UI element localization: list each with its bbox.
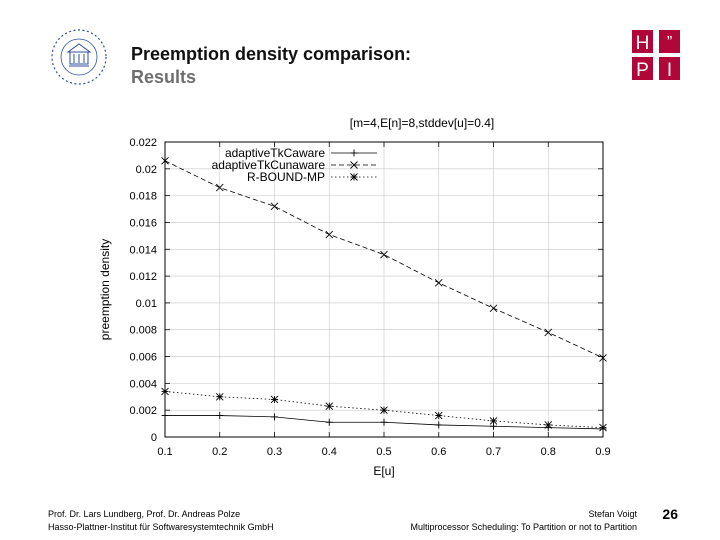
x-tick-label-3: 0.4 xyxy=(321,446,337,458)
preemption-density-chart xyxy=(90,110,630,490)
footer-presenter-line2: Multiprocessor Scheduling: To Partition or not to Partition xyxy=(410,522,637,532)
data-point-R-BOUND-MP-7 xyxy=(545,421,552,428)
y-tick-label-1: 0.002 xyxy=(129,405,157,418)
legend-label-adaptiveTkCaware: adaptiveTkCaware xyxy=(224,146,325,160)
university-logo xyxy=(48,26,110,88)
hpi-logo xyxy=(632,30,680,80)
y-tick-label-5: 0.01 xyxy=(135,297,157,310)
hpi-letter-i: I xyxy=(666,60,673,80)
y-tick-label-0: 0 xyxy=(150,432,157,444)
y-tick-label-9: 0.018 xyxy=(129,190,157,203)
x-tick-label-2: 0.3 xyxy=(266,446,283,458)
y-tick-label-8: 0.016 xyxy=(129,217,157,230)
footer-authors-line1: Prof. Dr. Lars Lundberg, Prof. Dr. Andreas Polze xyxy=(48,509,241,519)
x-tick-label-5: 0.6 xyxy=(431,446,447,458)
data-point-adaptiveTkCaware-2 xyxy=(271,413,278,420)
chart-title: [m=4,E[n]=8,stddev[u]=0.4] xyxy=(349,116,495,130)
x-tick-label-4: 0.5 xyxy=(376,446,392,458)
footer-authors xyxy=(48,508,274,534)
legend-label-adaptiveTkCunaware: adaptiveTkCunaware xyxy=(211,158,325,172)
legend-marker-R-BOUND-MP xyxy=(351,174,358,181)
data-point-adaptiveTkCaware-0 xyxy=(162,412,169,419)
data-point-R-BOUND-MP-4 xyxy=(381,407,388,414)
data-point-adaptiveTkCaware-4 xyxy=(381,419,388,426)
footer-authors-line2: Hasso-Plattner-Institut für Softwaresystemtechnik GmbH xyxy=(48,522,274,532)
y-tick-label-11: 0.022 xyxy=(129,137,157,149)
data-point-R-BOUND-MP-0 xyxy=(162,388,169,395)
x-axis-label: E[u] xyxy=(373,464,395,478)
footer-presenter xyxy=(411,508,637,534)
slide-title: Preemption density comparison: xyxy=(131,44,412,64)
data-point-R-BOUND-MP-8 xyxy=(600,424,607,431)
footer-presenter-line1: Stefan Voigt xyxy=(588,509,637,519)
hpi-letter-h: H xyxy=(635,33,650,54)
y-tick-label-3: 0.006 xyxy=(129,351,157,364)
hpi-letter-p: P xyxy=(636,60,649,80)
x-tick-label-8: 0.9 xyxy=(595,446,611,458)
data-point-R-BOUND-MP-2 xyxy=(271,396,278,403)
y-tick-label-10: 0.02 xyxy=(135,163,157,176)
page-number: 26 xyxy=(662,506,678,522)
y-tick-label-4: 0.008 xyxy=(129,324,157,337)
legend-marker-adaptiveTkCaware xyxy=(351,150,358,157)
data-point-R-BOUND-MP-3 xyxy=(326,403,333,410)
data-point-adaptiveTkCaware-3 xyxy=(326,419,333,426)
legend-label-R-BOUND-MP: R-BOUND-MP xyxy=(247,170,325,184)
data-point-R-BOUND-MP-1 xyxy=(216,393,223,400)
x-tick-label-7: 0.8 xyxy=(540,446,556,458)
y-tick-label-7: 0.014 xyxy=(129,244,157,257)
slide-subtitle: Results xyxy=(131,67,197,87)
hpi-quote-mark: ” xyxy=(666,34,673,51)
data-point-R-BOUND-MP-6 xyxy=(490,417,497,424)
y-tick-label-2: 0.004 xyxy=(129,378,157,391)
data-point-R-BOUND-MP-5 xyxy=(435,412,442,419)
y-tick-label-6: 0.012 xyxy=(129,271,157,284)
data-point-adaptiveTkCaware-5 xyxy=(435,421,442,428)
x-tick-label-6: 0.7 xyxy=(485,446,502,458)
data-point-adaptiveTkCaware-1 xyxy=(216,412,223,419)
x-tick-label-0: 0.1 xyxy=(157,446,173,458)
x-tick-label-1: 0.2 xyxy=(212,446,228,458)
y-axis-label: preemption density xyxy=(98,238,112,341)
